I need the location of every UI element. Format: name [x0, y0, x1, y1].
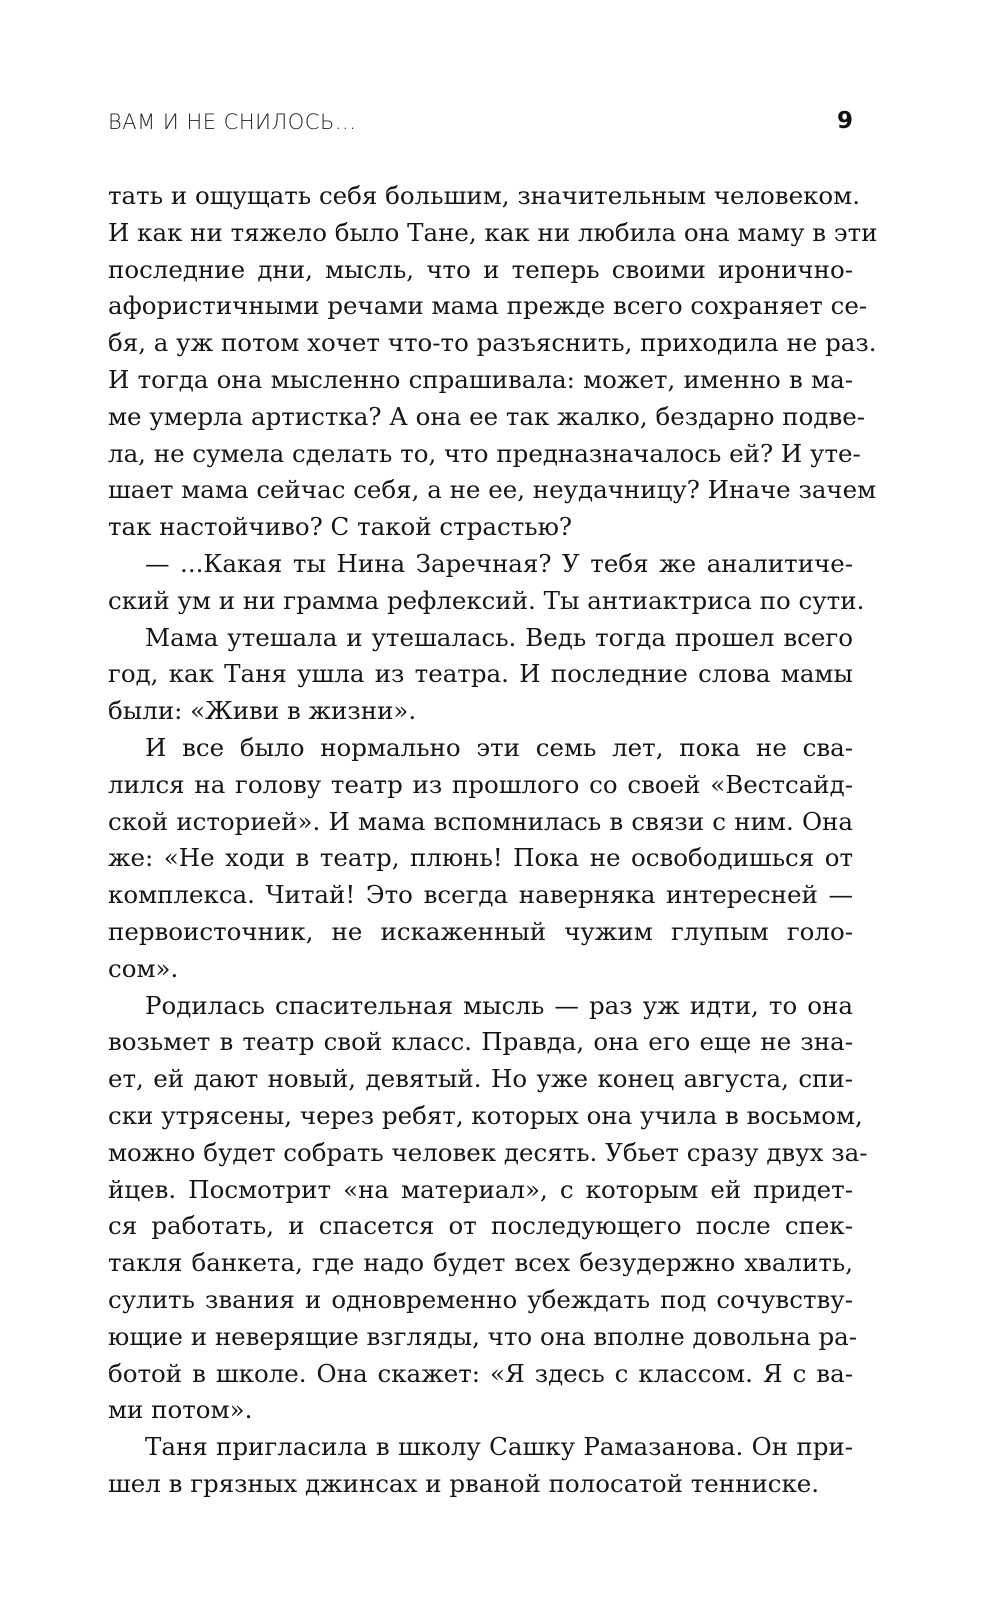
text-line: ся работать, и спасется от последующего после спек-	[108, 1211, 853, 1241]
text-line: первоисточник, не искаженный чужим глупым голо-	[108, 916, 853, 946]
text-line: были: «Живи в жизни».	[108, 696, 417, 726]
text-line: сом».	[108, 953, 179, 983]
text-line: ской историей». И мама вспомнилась в связи с ним. Она	[108, 806, 853, 836]
text-line: Мама утешала и утешалась. Ведь тогда прошел всего	[145, 622, 853, 652]
text-line: так настойчиво? С такой страстью?	[108, 512, 573, 542]
text-line: Таня пригласила в школу Сашку Рамазанова. Он при-	[145, 1432, 853, 1462]
text-line: ющие и неверящие взгляды, что она вполне довольна ра-	[108, 1321, 858, 1351]
text-line: ла, не сумела сделать то, что предназначалось ей? И уте-	[108, 438, 861, 468]
text-line: последние дни, мысль, что и теперь своими иронично-	[108, 254, 853, 284]
text-line: можно будет собрать человек десять. Убьет сразу двух за-	[108, 1137, 868, 1167]
text-line: И все было нормально эти семь лет, пока не сва-	[145, 732, 853, 762]
text-line: шел в грязных джинсах и рваной полосатой тенниске.	[108, 1468, 820, 1498]
text-line: комплекса. Читай! Это всегда наверняка интересней —	[108, 880, 853, 910]
text-line: ский ум и ни грамма рефлексий. Ты антиактриса по сути.	[108, 585, 865, 615]
text-line: возьмет в театр свой класс. Правда, она его еще не зна-	[108, 1027, 853, 1057]
text-line: ет, ей дают новый, девятый. Но уже конец августа, спи-	[108, 1064, 853, 1094]
text-line: год, как Таня ушла из театра. И последние слова мамы	[108, 659, 853, 689]
text-line: И как ни тяжело было Тане, как ни любила она маму в эти	[108, 217, 878, 247]
running-head	[108, 110, 853, 144]
text-line: же: «Не ходи в театр, плюнь! Пока не освободишься от	[108, 843, 853, 873]
text-line: лился на голову театр из прошлого со своей «Вестсайд-	[108, 769, 853, 799]
text-line: сулить звания и одновременно убеждать под сочувству-	[108, 1284, 853, 1314]
text-line: тать и ощущать себя большим, значительным человеком.	[108, 181, 860, 210]
text-line: Родилась спасительная мысль — раз уж идти, то она	[145, 990, 853, 1020]
text-line: шает мама сейчас себя, а не ее, неудачницу? Иначе зачем	[108, 475, 877, 505]
text-line: И тогда она мысленно спрашивала: может, именно в ма-	[108, 364, 853, 394]
text-line: — ...Какая ты Нина Заречная? У тебя же аналитиче-	[145, 548, 853, 578]
text-line: ботой в школе. Она скажет: «Я здесь с классом. Я с ва-	[108, 1358, 853, 1388]
text-line: ми потом».	[108, 1395, 253, 1425]
body-text	[108, 178, 878, 1503]
page-number: 9	[836, 108, 853, 134]
text-line: афористичными речами мама прежде всего сохраняет се-	[108, 291, 868, 321]
text-line: йцев. Посмотрит «на материал», с которым ей придет-	[108, 1174, 853, 1204]
running-title: ВАМ И НЕ СНИЛОСЬ...	[108, 110, 357, 134]
text-line: ме умерла артистка? А она ее так жалко, бездарно подве-	[108, 401, 866, 431]
text-line: бя, а уж потом хочет что-то разъяснить, приходила не раз.	[108, 328, 877, 358]
text-line: такля банкета, где надо будет всех безудержно хвалить,	[108, 1248, 853, 1278]
text-line: ски утрясены, через ребят, которых она учила в восьмом,	[108, 1100, 863, 1130]
